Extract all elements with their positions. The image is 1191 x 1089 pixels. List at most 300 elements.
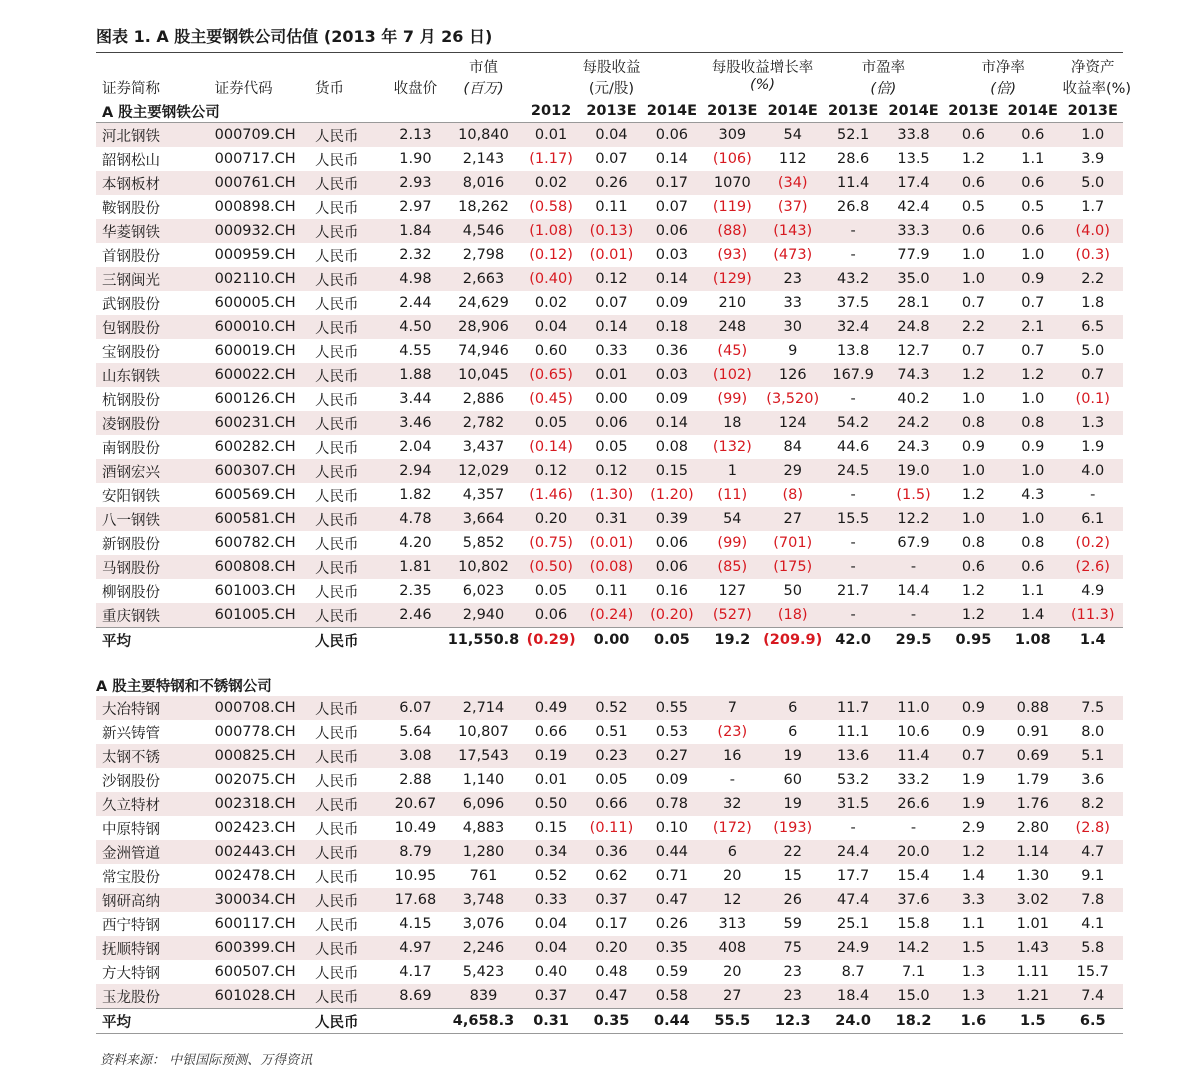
value-cell: (0.40) [521,267,581,291]
value-cell: 1.0 [1062,123,1123,148]
value-cell: (0.58) [529,199,573,215]
currency-cell: 人民币 [314,344,359,361]
stock-name: 玉龙股份 [96,984,209,1009]
value-cell: 839 [446,984,521,1009]
header-years-row [96,100,1123,123]
value-cell [385,628,446,653]
table-row [96,363,1123,387]
stock-code: 000825.CH [209,744,309,768]
value-cell: 31.5 [823,792,883,816]
stock-name: 新兴铸管 [102,725,160,742]
value-cell: 0.6 [1003,171,1062,195]
value-cell: 28.6 [836,151,870,167]
value-cell: 0.07 [595,295,628,311]
header-year: 2014E [1003,100,1062,123]
value-cell: (0.1) [1075,391,1110,407]
value-cell: 10.6 [897,724,930,740]
value-cell: 33.2 [897,772,930,788]
value-cell: 0.44 [642,840,702,864]
value-cell: 13.6 [823,744,883,768]
value-cell: (0.29) [521,628,581,653]
table-row [96,459,1123,483]
value-cell: 77.9 [897,247,930,263]
value-cell: 0.58 [642,984,702,1009]
currency-cell: 人民币 [309,555,385,579]
stock-code: 000898.CH [214,199,296,215]
currency-cell: 人民币 [309,744,385,768]
value-cell: 15.0 [883,984,943,1009]
value-cell: 167.9 [823,363,883,387]
value-cell: 42.0 [823,628,883,653]
header-close: 收盘价 [393,81,438,97]
stock-name: 太钢不锈 [96,744,209,768]
table-row [96,579,1123,603]
value-cell: (1.20) [650,487,694,503]
value-cell: 3.46 [385,411,446,435]
value-cell: (102) [702,363,762,387]
value-cell: 1.14 [1003,840,1062,864]
value-cell: 8.2 [1062,792,1123,816]
value-cell: 0.48 [595,964,628,980]
value-cell: 0.6 [1003,555,1062,579]
value-cell: 0.33 [595,343,628,359]
value-cell: (106) [712,151,752,167]
value-cell: (0.65) [521,363,581,387]
value-cell: 0.88 [1003,696,1062,720]
value-cell: 8.0 [1081,724,1105,740]
value-cell: 4.98 [385,267,446,291]
value-cell: - [850,535,856,551]
header-year: 2014E [763,100,823,123]
value-cell: 15.8 [897,916,930,932]
value-cell: 1.5 [1003,1009,1062,1034]
value-cell: (0.20) [642,603,702,628]
currency-cell: 人民币 [309,696,385,720]
value-cell: - [883,555,943,579]
stock-name: 宝钢股份 [102,344,160,361]
value-cell: 27 [702,984,762,1009]
value-cell: 0.05 [521,411,581,435]
value-cell: - [883,603,943,628]
value-cell: 26.6 [883,792,943,816]
value-cell: 12.7 [897,343,930,359]
value-cell: 5,852 [462,535,505,551]
stock-name: 平均 [96,1009,209,1034]
value-cell: 3.6 [1081,772,1105,788]
value-cell: 0.36 [655,343,689,359]
header-year: 2013E [944,100,1003,123]
value-cell: 11,550.8 [446,628,521,653]
table-row [96,219,1123,243]
value-cell [385,1009,446,1034]
value-cell: 0.06 [642,123,702,148]
value-cell: 0.40 [534,964,568,980]
value-cell: 0.62 [595,868,628,884]
value-cell: 4.78 [385,507,446,531]
value-cell: 0.66 [581,792,641,816]
value-cell: 37.6 [883,888,943,912]
stock-code: 000709.CH [209,123,309,148]
value-cell: 44.6 [836,439,870,455]
value-cell: 2,886 [462,391,505,407]
value-cell: 0.09 [655,391,689,407]
value-cell: 28,906 [446,315,521,339]
stock-code: 002110.CH [209,267,309,291]
value-cell: 1.2 [944,363,1003,387]
value-cell: 2.2 [944,315,1003,339]
value-cell: 0.31 [581,507,641,531]
currency-cell: 人民币 [309,123,385,148]
value-cell: 0.06 [581,411,641,435]
value-cell: 9 [788,343,798,359]
value-cell: 0.02 [534,295,568,311]
value-cell: 33.3 [883,219,943,243]
value-cell: 0.27 [642,744,702,768]
currency-cell: 人民币 [309,507,385,531]
value-cell: 6 [763,696,823,720]
currency-cell: 人民币 [309,171,385,195]
value-cell: (99) [717,391,748,407]
header-pe-unit: (倍) [870,81,897,97]
average-row [96,1009,1123,1034]
value-cell: 0.17 [642,171,702,195]
stock-code: 600005.CH [214,295,296,311]
currency-cell: 人民币 [309,267,385,291]
stock-name: 酒钢宏兴 [96,459,209,483]
value-cell: 26.8 [836,199,870,215]
value-cell: 10,840 [446,123,521,148]
value-cell: 313 [718,916,747,932]
value-cell: (0.01) [589,247,634,263]
value-cell: 7 [702,696,762,720]
table-row [96,435,1123,459]
value-cell: 0.36 [581,840,641,864]
header-row-2 [96,77,1123,100]
value-cell: 0.35 [581,1009,641,1034]
value-cell: 1.4 [1062,628,1123,653]
value-cell: 3.3 [944,888,1003,912]
stock-code: 002423.CH [214,820,296,836]
value-cell: 1.2 [1003,363,1062,387]
stock-code: 600581.CH [209,507,309,531]
value-cell: 50 [783,583,802,599]
value-cell: 55.5 [702,1009,762,1034]
value-cell: (132) [712,439,752,455]
value-cell: 0.95 [944,628,1003,653]
currency-cell: 人民币 [314,488,359,505]
value-cell: 4.15 [399,916,432,932]
value-cell: 0.11 [595,583,628,599]
value-cell: 3.08 [385,744,446,768]
value-cell: 4.3 [1021,487,1045,503]
stock-name: 鞍钢股份 [102,200,160,217]
value-cell: 0.91 [1016,724,1049,740]
value-cell: 1.81 [385,555,446,579]
stock-code: 002443.CH [209,840,309,864]
value-cell: 0.01 [534,772,568,788]
value-cell: 18 [702,411,762,435]
value-cell: 1.2 [961,151,985,167]
stock-name: 常宝股份 [102,869,160,886]
currency-cell: 人民币 [309,315,385,339]
value-cell: (143) [763,219,823,243]
value-cell: 24.0 [823,1009,883,1034]
value-cell: 0.11 [595,199,628,215]
table-row [96,195,1123,219]
value-cell: 11.4 [823,171,883,195]
value-cell: 33.8 [883,123,943,148]
value-cell: (37) [777,199,808,215]
value-cell: 7.4 [1062,984,1123,1009]
value-cell: 1.2 [944,840,1003,864]
table-row [96,864,1123,888]
value-cell: 2.1 [1003,315,1062,339]
value-cell: 0.53 [655,724,689,740]
valuation-table [96,52,1132,1034]
section-title: A 股主要钢铁公司 [96,100,521,123]
value-cell: - [1090,487,1096,503]
value-cell: (2.8) [1075,820,1110,836]
table-row [96,792,1123,816]
value-cell: 3.02 [1003,888,1062,912]
value-cell: 8,016 [446,171,521,195]
header-name: 证券简称 [102,81,160,97]
document-title: 图表 1. A 股主要钢铁公司估值 (2013 年 7 月 26 日) [96,27,493,46]
value-cell: 248 [702,315,762,339]
value-cell: 0.8 [944,411,1003,435]
table-row [96,387,1123,411]
value-cell: 3,437 [462,439,505,455]
value-cell: 8.79 [385,840,446,864]
stock-name: 本钢板材 [96,171,209,195]
value-cell: 11.1 [836,724,870,740]
value-cell: 7.1 [902,964,926,980]
value-cell: 0.05 [534,583,568,599]
value-cell: 54 [763,123,823,148]
value-cell: 20.67 [385,792,446,816]
value-cell: 74,946 [458,343,509,359]
stock-code: 600231.CH [209,411,309,435]
table-row [96,960,1123,984]
table-row [96,171,1123,195]
source-note: 资料来源： 中银国际预测、万得资讯 [100,1053,313,1068]
value-cell: 1,280 [446,840,521,864]
stock-name: 马钢股份 [96,555,209,579]
value-cell: 2,782 [446,411,521,435]
value-cell: 37.5 [836,295,870,311]
value-cell: 54.2 [823,411,883,435]
value-cell: 1.4 [961,868,985,884]
value-cell: 19 [763,744,823,768]
header-year: 2013E [823,100,883,123]
value-cell: 1070 [702,171,762,195]
value-cell: 0.37 [581,888,641,912]
value-cell: 1.0 [944,267,1003,291]
table-row [96,744,1123,768]
table-row [96,768,1123,792]
value-cell: 1.79 [1016,772,1049,788]
stock-name: 抚顺特钢 [96,936,209,960]
currency-cell: 人民币 [314,200,359,217]
stock-code: 600307.CH [209,459,309,483]
value-cell: (8) [782,487,803,503]
value-cell: 13.5 [897,151,930,167]
value-cell: 18.2 [883,1009,943,1034]
stock-name: 安阳钢铁 [102,488,160,505]
value-cell: 1.4 [1003,603,1062,628]
stock-code: 000778.CH [214,724,296,740]
value-cell: 0.16 [655,583,689,599]
table-row [96,291,1123,315]
value-cell: 0.33 [521,888,581,912]
value-cell: 54 [702,507,762,531]
value-cell: 18,262 [458,199,509,215]
value-cell: 1.84 [385,219,446,243]
value-cell: 52.1 [823,123,883,148]
value-cell: 1.3 [961,964,985,980]
value-cell: 0.50 [521,792,581,816]
header-roe: 净资产 [1062,53,1123,78]
value-cell: (23) [717,724,748,740]
header-year: 2013E [581,100,641,123]
value-cell: 0.06 [655,535,689,551]
value-cell: 0.04 [521,315,581,339]
value-cell: 47.4 [823,888,883,912]
table-row [96,243,1123,267]
value-cell: 6.1 [1062,507,1123,531]
value-cell: 0.5 [961,199,985,215]
value-cell: 1.2 [961,487,985,503]
stock-name: 杭钢股份 [102,392,160,409]
value-cell: 1.3 [1062,411,1123,435]
value-cell: 0.06 [642,219,702,243]
value-cell: 0.05 [595,439,628,455]
stock-name: 平均 [96,628,209,653]
value-cell: 0.47 [642,888,702,912]
value-cell: 0.04 [521,936,581,960]
value-cell: 28.1 [897,295,930,311]
value-cell: 12.2 [883,507,943,531]
value-cell: 0.06 [521,603,581,628]
value-cell: 1,140 [462,772,505,788]
value-cell: 30 [763,315,823,339]
value-cell: 35.0 [883,267,943,291]
currency-cell: 人民币 [314,536,359,553]
average-row [96,628,1123,653]
stock-name: 西宁特钢 [102,917,160,934]
table-row [96,555,1123,579]
value-cell: 0.9 [944,696,1003,720]
stock-code: 000761.CH [209,171,309,195]
header-year: 2013E [702,100,762,123]
value-cell: 17,543 [446,744,521,768]
currency-cell: 人民币 [314,296,359,313]
value-cell: 4.50 [385,315,446,339]
value-cell: 32 [702,792,762,816]
currency-cell: 人民币 [309,411,385,435]
value-cell: 7.5 [1062,696,1123,720]
value-cell: (0.45) [529,391,573,407]
value-cell: (193) [773,820,813,836]
value-cell: 0.20 [521,507,581,531]
value-cell: 60 [783,772,802,788]
stock-code: 600808.CH [209,555,309,579]
value-cell: 6.5 [1062,315,1123,339]
value-cell: 2,246 [446,936,521,960]
currency-cell: 人民币 [314,917,359,934]
value-cell: 1 [702,459,762,483]
value-cell: 2,143 [462,151,505,167]
value-cell: 3,664 [446,507,521,531]
table-row [96,984,1123,1009]
value-cell: 4,357 [462,487,505,503]
value-cell: 1.1 [1021,151,1045,167]
currency-cell: 人民币 [314,869,359,886]
value-cell: 0.01 [521,123,581,148]
value-cell: 5.0 [1081,343,1105,359]
value-cell: 1.2 [944,603,1003,628]
value-cell: 0.03 [642,363,702,387]
value-cell: (129) [702,267,762,291]
value-cell: - [823,555,883,579]
value-cell: 0.52 [534,868,568,884]
value-cell: 1.5 [944,936,1003,960]
stock-code: 600569.CH [214,487,296,503]
value-cell: 18.4 [823,984,883,1009]
value-cell: (0.11) [589,820,634,836]
value-cell: 15 [783,868,802,884]
value-cell: 42.4 [897,199,930,215]
header-pb: 市净率 [944,53,1063,78]
stock-code: 002478.CH [214,868,296,884]
value-cell: 2,714 [446,696,521,720]
value-cell: 0.26 [655,916,689,932]
stock-name: 河北钢铁 [96,123,209,148]
value-cell: 1.9 [1081,439,1105,455]
table-row [96,840,1123,864]
value-cell: 126 [763,363,823,387]
value-cell: (88) [702,219,762,243]
value-cell: 12.3 [763,1009,823,1034]
value-cell: 0.06 [642,555,702,579]
value-cell: 0.09 [655,772,689,788]
stock-name: 包钢股份 [96,315,209,339]
value-cell: (99) [717,535,748,551]
value-cell: 0.18 [642,315,702,339]
value-cell: 0.7 [961,295,985,311]
value-cell: 309 [702,123,762,148]
stock-name: 山东钢铁 [96,363,209,387]
stock-name: 首钢股份 [102,248,160,265]
value-cell: 0.34 [521,840,581,864]
value-cell: 1.30 [1016,868,1049,884]
value-cell: 0.20 [581,936,641,960]
currency-cell: 人民币 [314,773,359,790]
value-cell: 24.2 [883,411,943,435]
stock-code: 600282.CH [214,439,296,455]
value-cell: 19 [763,792,823,816]
stock-name: 凌钢股份 [96,411,209,435]
value-cell: 408 [702,936,762,960]
value-cell: 124 [763,411,823,435]
value-cell: 2.32 [399,247,432,263]
value-cell: 6,096 [446,792,521,816]
stock-name: 韶钢松山 [102,152,160,169]
value-cell: 20 [723,964,742,980]
value-cell: 0.52 [581,696,641,720]
value-cell: - [823,603,883,628]
value-cell: 17.68 [385,888,446,912]
